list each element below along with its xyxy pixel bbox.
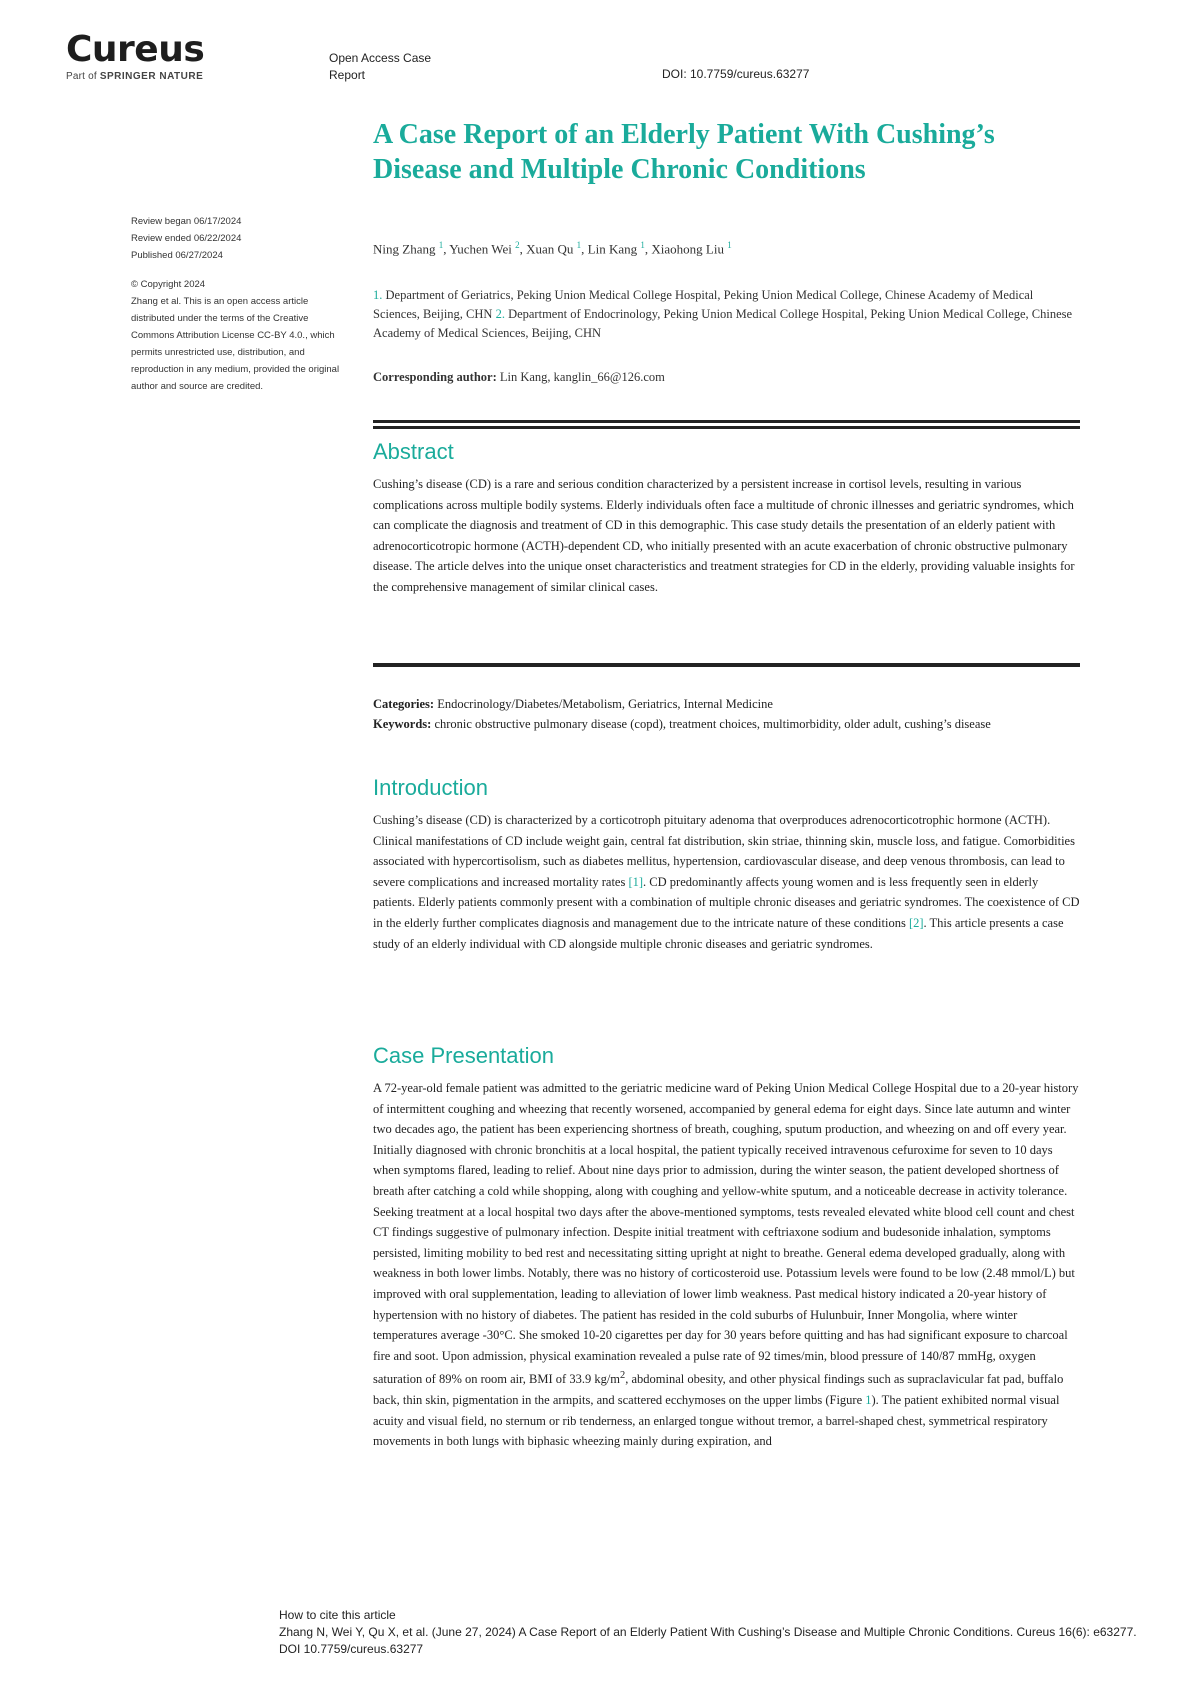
case-presentation-text [373, 1078, 1080, 1452]
citation-link[interactable]: [2] [908, 915, 924, 930]
logo-publisher: SPRINGER NATURE [99, 71, 204, 82]
categories-label: Categories: [373, 697, 435, 711]
author-name[interactable]: Yuchen Wei [449, 241, 512, 257]
affiliation-text: Department of Endocrinology, Peking Union Medical College Hospital, Peking Union Medical College, Chinese Academy of Medical Sciences, Beijing, CHN [373, 307, 1073, 340]
doi[interactable]: DOI: 10.7759/cureus.63277 [662, 67, 810, 81]
author-affiliation-marker[interactable]: 1 [576, 240, 582, 250]
journal-logo[interactable] [66, 30, 204, 82]
rule-top-second [373, 426, 1080, 429]
logo-wordmark: Cureus [66, 29, 205, 70]
abstract-text: Cushing’s disease (CD) is a rare and serious condition characterized by a persistent increase in cortisol levels, resulting in various complications across multiple bodily systems. Elderly individuals often face a multitude of chronic illnesses and geriatric syndromes, which can complicate the diagnosis and treatment of CD in this demographic. This case study details the presentation of an elderly patient with adrenocorticotropic hormone (ACTH)-dependent CD, who initially presented with an acute exacerbation of chronic obstructive pulmonary disease. The article delves into the unique onset characteristics and treatment strategies for CD in the elderly, providing valuable insights for the comprehensive management of similar clinical cases. [373, 477, 1075, 594]
introduction-text-part: Cushing’s disease (CD) is characterized by a corticotroph pituitary adenoma that overproduces adrenocorticotrophic hormone (ACTH). Clinical manifestations of CD include weight gain, central fat distribution, skin striae, thinning skin, muscle loss, and fatigue. Comorbidities associated with hypercortisolism, such as diabetes mellitus, hypertension, cardiovascular disease, and deep venous thrombosis, can lead to severe complications and increased mortality rates [373, 813, 1075, 889]
affiliation-number: 2. [495, 307, 505, 321]
citation-footer [279, 1607, 1159, 1658]
citation-link[interactable]: [1] [628, 874, 644, 889]
corresponding-author [373, 370, 1080, 385]
superscript: 2 [620, 1370, 626, 1382]
author-list: Ning Zhang $^1$, Yuchen Wei $^2$, Xuan Qu $^1$, Lin Kang $^1$, Xiaohong Liu $^1$ [373, 240, 732, 257]
rule-abstract-bottom [373, 663, 1080, 667]
author-name[interactable]: Xuan Qu [526, 241, 574, 257]
author-affiliation-marker[interactable]: 1 [727, 240, 732, 250]
introduction-text-part: . CD predominantly affects young women and is less frequently seen in elderly patients. Elderly patients commonly present with a combination of multiple chronic diseases and geriatric syndromes. The coexistence of CD in the elderly further complicates diagnosis and management due to the intricate nature of these conditions [373, 874, 1080, 930]
rule-top [373, 420, 1080, 423]
copyright: © Copyright 2024 [131, 279, 206, 290]
case-presentation-heading: Case Presentation [373, 1043, 554, 1068]
case-text-part: A 72-year-old female patient was admitted to the geriatric medicine ward of Peking Union Medical College Hospital due to a 20-year history of intermittent coughing and wheezing that recently worsened, accompanied by general edema for eight days. Since late autumn and winter two decades ago, the patient has been experiencing shortness of breath, coughing, sputum production, and wheezing on and off every year. Initially diagnosed with chronic bronchitis at a local hospital, the patient typically received intravenous cefuroxime for seven to 10 days when symptoms flared, leading to relief. About nine days prior to admission, during the winter season, the patient developed shortness of breath after catching a cold while shopping, along with coughing and yellow-white sputum, and a noticeable decrease in activity tolerance. Seeking treatment at a local hospital two days after the above-mentioned symptoms, tests revealed elevated white blood cell count and chest CT findings suggestive of pulmonary infection. Despite initial treatment with ceftriaxone sodium and budesonide inhalation, symptoms persisted, limiting mobility to bed rest and necessitating sitting upright at night to breathe. General edema developed gradually, along with weakness in both lower limbs. Notably, there was no history of corticosteroid use. Potassium levels were found to be low (2.48 mmol/L) but improved with oral supplementation, leading to alleviation of lower limb weakness. Past medical history indicated a 20-year history of hypertension with no history of diabetes. The patient has resided in the cold suburbs of Hulunbuir, Inner Mongolia, where winter temperatures average -30°C. She smoked 10-20 cigarettes per day for 30 years before quitting and has had significant exposure to charcoal fire and soot. Upon admission, physical examination revealed a pulse rate of 92 times/min, blood pressure of 140/87 mmHg, oxygen saturation of 89% on room air, BMI of 33.9 kg/m [373, 1081, 1079, 1387]
introduction-heading: Introduction [373, 775, 488, 800]
article-title: A Case Report of an Elderly Patient With Cushing’s Disease and Multiple Chronic Conditions [373, 119, 995, 185]
published-date: Published 06/27/2024 [131, 250, 223, 261]
keywords-value: chronic obstructive pulmonary disease (copd), treatment choices, multimorbidity, older adult, cushing’s disease [431, 717, 991, 731]
review-began: Review began 06/17/2024 [131, 216, 242, 227]
affiliation-text: Department of Geriatrics, Peking Union Medical College Hospital, Peking Union Medical College, Chinese Academy of Medical Sciences, Beijing, CHN [373, 288, 1034, 321]
categories-value[interactable]: Endocrinology/Diabetes/Metabolism, Geriatrics, Internal Medicine [434, 697, 773, 711]
review-ended: Review ended 06/22/2024 [131, 233, 242, 244]
logo-part-of: Part of [66, 71, 97, 82]
affiliations [373, 286, 1080, 343]
corresponding-label: Corresponding author: [373, 370, 497, 384]
article-meta [373, 694, 1080, 734]
cite-text: Zhang N, Wei Y, Qu X, et al. (June 27, 2024) A Case Report of an Elderly Patient With Cushing’s Disease and Multiple Chronic Conditions. Cureus 16(6): e63277. DOI 10.7759/cureus.63277 [279, 1625, 1137, 1656]
case-text-part: ). The patient exhibited normal visual acuity and visual field, no sternum or rib tenderness, an enlarged tongue without tremor, a barrel-shaped chest, symmetrical respiratory movements in both lungs with biphasic wheezing mainly during expiration, and [373, 1393, 1060, 1449]
affiliation-number: 1. [373, 288, 383, 302]
author-name[interactable]: Ning Zhang [373, 241, 436, 257]
keywords [373, 714, 1080, 734]
case-text-part: , abdominal obesity, and other physical findings such as supraclavicular fat pad, buffalo back, thin skin, pigmentation in the armpits, and scattered ecchymoses on the upper limbs (Figure [373, 1372, 1064, 1408]
article-type: Open Access Case Report [329, 51, 432, 82]
introduction-text-part: . This article presents a case study of an elderly individual with CD alongside multiple chronic diseases and geriatric syndromes. [373, 915, 1064, 951]
categories [373, 694, 1080, 714]
author-name[interactable]: Xiaohong Liu [651, 241, 724, 257]
abstract-heading: Abstract [373, 439, 454, 464]
logo-publisher-line [66, 71, 204, 82]
publication-sidebar [131, 213, 341, 395]
introduction-text [373, 810, 1080, 954]
cite-heading: How to cite this article [279, 1608, 396, 1622]
author-affiliation-marker[interactable]: 1 [640, 240, 645, 250]
author-name[interactable]: Lin Kang [587, 241, 638, 257]
license-text: Zhang et al. This is an open access article distributed under the terms of the Creative Commons Attribution License CC-BY 4.0., which permits unrestricted use, distribution, and reproduction in any medium, provided the original author and source are credited. [131, 296, 340, 392]
keywords-label: Keywords: [373, 717, 432, 731]
author-affiliation-marker[interactable]: 2 [515, 240, 520, 250]
figure-link[interactable]: 1 [865, 1393, 872, 1408]
author-affiliation-marker[interactable]: 1 [438, 240, 444, 250]
corresponding-value[interactable]: Lin Kang, kanglin_66@126.com [496, 370, 665, 384]
